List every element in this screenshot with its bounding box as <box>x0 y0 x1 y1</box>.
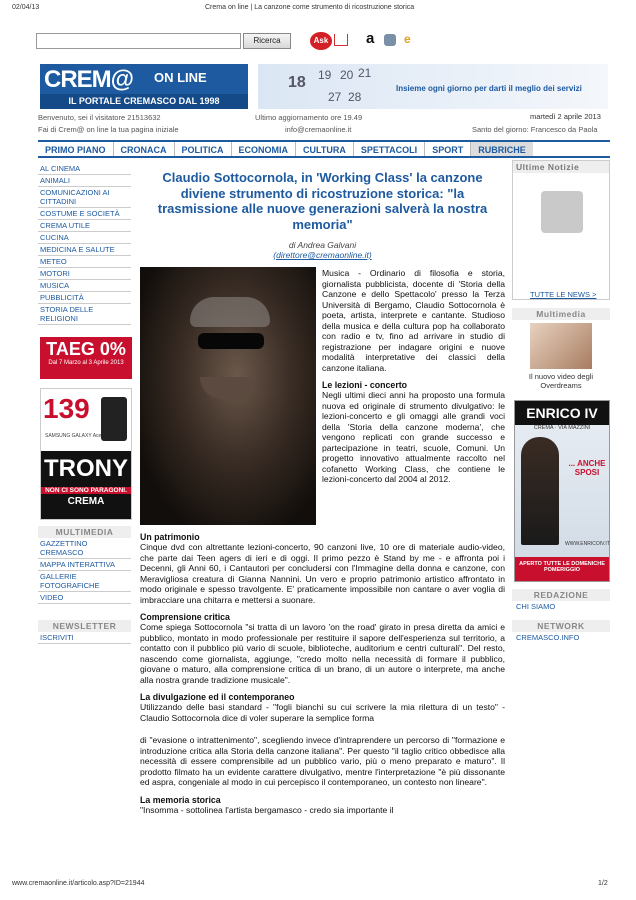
homepage-link[interactable]: Fai di Crem@ on line la tua pagina iniziale <box>38 125 179 134</box>
logo-tagline: IL PORTALE CREMASCO DAL 1998 <box>40 94 248 109</box>
menu-storia-religioni[interactable]: STORIA DELLE RELIGIONI <box>38 304 131 325</box>
calendar-number-19: 19 <box>318 68 332 82</box>
menu-medicina[interactable]: MEDICINA E SALUTE <box>38 244 131 256</box>
enrico-place: CREMA · VIA MAZZINI <box>533 425 591 431</box>
model-figure <box>521 437 559 545</box>
calendar-number-20: 20 <box>340 68 354 82</box>
article-paragraph-4: Come spiega Sottocornola "si tratta di un lavoro 'on the road' girato in presa diretta da amici e pubblico, montato in modo professionale per restituire il sapore dell'esperienza sul territorio, a contatto con il pubblico più vario di scuole, biblioteche, auditorium e centri culturali". Del resto, nascendo come giornalista, aggiunge, "credo molto nella necessità di formare il pubblico, giovane o maturo, alla comprensione critica di un brano, di un autore o interprete, ma anche alla nostra grande tradizione musicale". <box>140 622 505 685</box>
menu-comunicazioni[interactable]: COMUNICAZIONI AI CITTADINI <box>38 187 131 208</box>
nav-cultura[interactable]: CULTURA <box>296 142 354 156</box>
plugin-placeholder-icon <box>541 191 583 233</box>
search-input[interactable] <box>36 33 241 49</box>
ask-logo-icon[interactable]: Ask <box>310 32 332 50</box>
phone-image <box>101 397 127 441</box>
nav-politica[interactable]: POLITICA <box>175 142 232 156</box>
calendar-number-28: 28 <box>348 90 362 104</box>
menu-cucina[interactable]: CUCINA <box>38 232 131 244</box>
hair-shape <box>190 297 270 327</box>
amazon-icon[interactable]: a <box>366 30 375 47</box>
enrico-name: ENRICO IV <box>515 401 609 425</box>
trony-brand: TRONY <box>44 455 128 482</box>
article-paragraph-6: di "evasione o intrattenimento", scegliendo invece d'intraprendere un percorso di "formazione e introduzione critica alla Storia della canzone italiana". Per questo "il taglio critico obbedisce alla necessità di essere comprensibile ad un pubblico vario, più o meno preparato e maturo". Il prodotto filmato ha un evidente carattere divulgativo, mentre l'interpretazione "è più dissonante ed aspra, congeniale al modo in cui percepisco il contemporaneo, un contesto non lineare". <box>140 735 505 787</box>
article-paragraph-5: Utilizzando delle basi standard - "fogli bianchi su cui scrivere la mia rilettura di un testo" - Claudio Sottocornola dice di voler superare la semplice forma <box>140 702 505 723</box>
article-paragraph-7: "Insomma - sottolinea l'artista bergamasco - credo sia importante il <box>140 804 394 815</box>
saint-of-day: Santo del giorno: Francesco da Paola <box>472 125 598 134</box>
menu-meteo[interactable]: METEO <box>38 256 131 268</box>
enrico-aperto: APERTO TUTTE LE DOMENICHE POMERIGGIO <box>515 557 609 581</box>
left-category-menu <box>38 163 131 325</box>
print-title: Crema on line | La canzone come strumento di ricostruzione storica <box>205 4 415 11</box>
menu-al-cinema[interactable]: AL CINEMA <box>38 163 131 175</box>
email-link[interactable]: info@cremaonline.it <box>285 125 352 134</box>
taeg-headline: TAEG 0% <box>46 339 126 359</box>
article-title: Claudio Sottocornola, in 'Working Class' la canzone diviene strumento di ricostruzione storica: "la trasmissione alle nuove generazioni salverà la nostra memoria" <box>157 170 488 232</box>
print-url: www.cremaonline.it/articolo.asp?ID=21944 <box>12 880 145 887</box>
cart-icon[interactable] <box>334 34 348 46</box>
article-photo <box>140 267 316 525</box>
video-thumbnail[interactable] <box>530 323 592 369</box>
taeg-sub: Dal 7 Marzo al 3 Aprile 2013 <box>48 360 124 366</box>
ultime-notizie-title: Ultime Notizie <box>513 161 609 173</box>
menu-motori[interactable]: MOTORI <box>38 268 131 280</box>
last-update: Ultimo aggiornamento ore 19.49 <box>255 113 363 122</box>
article-paragraph-3: Cinque dvd con altrettante lezioni-concerto, 90 canzoni live, 10 ore di materiale audio-video, che parte dai Teen agers di ieri e di oggi. Il primo pezzo è Stand by me - e affronta poi i Decenni, gli Anni 60, i Cantautori per concludersi con l'Immagine della donna e canzone, con Meravigliosa creatura di Gianna Nannini. Un vero e proprio patrimonio artistico affrontato in modo originale e spesso travolgente. E' praticamente impossibile non cantare o aver voglia di imbracciare una chitarra e mettersi a suonare. <box>140 542 505 605</box>
nav-cronaca[interactable]: CRONACA <box>114 142 175 156</box>
trony-city: CREMA <box>67 496 105 507</box>
logo-main: CREM@ <box>44 66 134 93</box>
trony-claim: NON CI SONO PARAGONI. <box>41 487 131 494</box>
network-title: NETWORK <box>512 620 610 632</box>
tutte-le-news-link[interactable]: TUTTE LE NEWS > <box>530 290 597 299</box>
newsletter-menu <box>38 632 131 644</box>
trony-product: SAMSUNG GALAXY Ace <box>45 433 102 439</box>
redazione-title: REDAZIONE <box>512 589 610 601</box>
nav-rubriche[interactable]: RUBRICHE <box>471 142 533 156</box>
nav-economia[interactable]: ECONOMIA <box>232 142 297 156</box>
nav-spettacoli[interactable]: SPETTACOLI <box>354 142 425 156</box>
menu-costume[interactable]: COSTUME E SOCIETÀ <box>38 208 131 220</box>
calendar-banner <box>258 64 608 109</box>
chi-siamo-link[interactable]: CHI SIAMO <box>516 602 556 611</box>
heading-divulgazione: La divulgazione ed il contemporaneo <box>140 692 295 702</box>
menu-crema-utile[interactable]: CREMA UTILE <box>38 220 131 232</box>
site-logo[interactable] <box>40 64 248 109</box>
menu-video[interactable]: VIDEO <box>38 592 131 604</box>
heading-patrimonio: Un patrimonio <box>140 532 200 542</box>
calendar-number-27: 27 <box>328 90 342 104</box>
cremasco-info-link[interactable]: CREMASCO.INFO <box>516 633 580 642</box>
ultime-notizie-box <box>512 160 610 300</box>
article-author: di Andrea Galvani <box>288 240 357 250</box>
article-intro-column <box>322 268 505 485</box>
enrico-site: WWW.ENRICOIV.IT <box>565 541 610 547</box>
menu-musica[interactable]: MUSICA <box>38 280 131 292</box>
newsletter-subscribe[interactable]: ISCRIVITI <box>38 632 131 644</box>
sunglasses-shape <box>198 333 264 349</box>
print-page: 1/2 <box>598 880 608 887</box>
search-button[interactable]: Ricerca <box>243 33 291 49</box>
beard-shape <box>200 377 256 399</box>
trony-brand-box <box>41 451 131 519</box>
newsletter-title: NEWSLETTER <box>38 620 131 632</box>
menu-gazzettino[interactable]: GAZZETTINO CREMASCO <box>38 538 131 559</box>
banner-date: martedì 2 aprile 2013 <box>530 112 601 121</box>
logo-online: ON LINE <box>154 70 207 85</box>
banner-slogan: Insieme ogni giorno per darti il meglio dei servizi <box>396 84 582 93</box>
calendar-number-18: 18 <box>288 74 306 91</box>
menu-gallerie[interactable]: GALLERIE FOTOGRAFICHE <box>38 571 131 592</box>
trony-price-value: 139 <box>43 393 90 424</box>
trony-ad[interactable] <box>40 388 132 520</box>
tools-icon[interactable] <box>384 34 396 46</box>
article-author-email[interactable]: (direttore@cremaonline.it) <box>273 250 372 260</box>
enrico-anche: ... ANCHE SPOSI <box>568 459 606 477</box>
nav-sport[interactable]: SPORT <box>425 142 471 156</box>
article-paragraph-2: Negli ultimi dieci anni ha proposto una formula nuova ed originale di strumento divulgativo: le lezioni-concerto e gli omaggi alle grandi voci della 'Storia della canzone moderna', che vengono replicati con grande successo e partecipazione in teatri, scuole, Comuni. Un progetto innovativo attualmente raccolto nel cofanetto Working Class, che contiene le lezioni-concerto dal 2004 al 2012. <box>322 390 505 484</box>
calendar-number-21: 21 <box>358 66 372 80</box>
multimedia-left-menu <box>38 538 131 604</box>
print-date: 02/04/13 <box>12 4 40 11</box>
ebay-icon[interactable]: e <box>404 32 411 46</box>
visitor-counter: Benvenuto, sei il visitatore 21513632 <box>38 113 161 122</box>
article-body <box>140 532 505 815</box>
main-nav <box>38 140 610 158</box>
video-caption[interactable]: Il nuovo video degli Overdreams <box>528 372 594 390</box>
heading-lezioni: Le lezioni - concerto <box>322 380 408 390</box>
menu-animali[interactable]: ANIMALI <box>38 175 131 187</box>
menu-pubblicita[interactable]: PUBBLICITÀ <box>38 292 131 304</box>
enrico-iv-ad[interactable] <box>514 400 610 582</box>
menu-mappa[interactable]: MAPPA INTERATTIVA <box>38 559 131 571</box>
taeg-ad[interactable] <box>40 337 132 379</box>
heading-comprensione: Comprensione critica <box>140 612 230 622</box>
heading-memoria: La memoria storica <box>140 794 221 805</box>
nav-primo-piano[interactable]: PRIMO PIANO <box>38 142 114 156</box>
multimedia-right-title: Multimedia <box>512 308 610 320</box>
multimedia-left-title: MULTIMEDIA <box>38 526 131 538</box>
article-paragraph-1: Musica - Ordinario di filosofia e storia, giornalista pubblicista, docente di 'Storia della Canzone e dello Spettacolo' presso la Terza Università di Bergamo, Claudio Sottocornola è poeta, artista, interprete e cantante. Studioso della musica e della cultura pop ha collaborato con radio e tv, fino ad arrivare in studio di registrazione per indagare origini e nuove modalità interpretative dei classici della canzone italiana. <box>322 268 505 373</box>
